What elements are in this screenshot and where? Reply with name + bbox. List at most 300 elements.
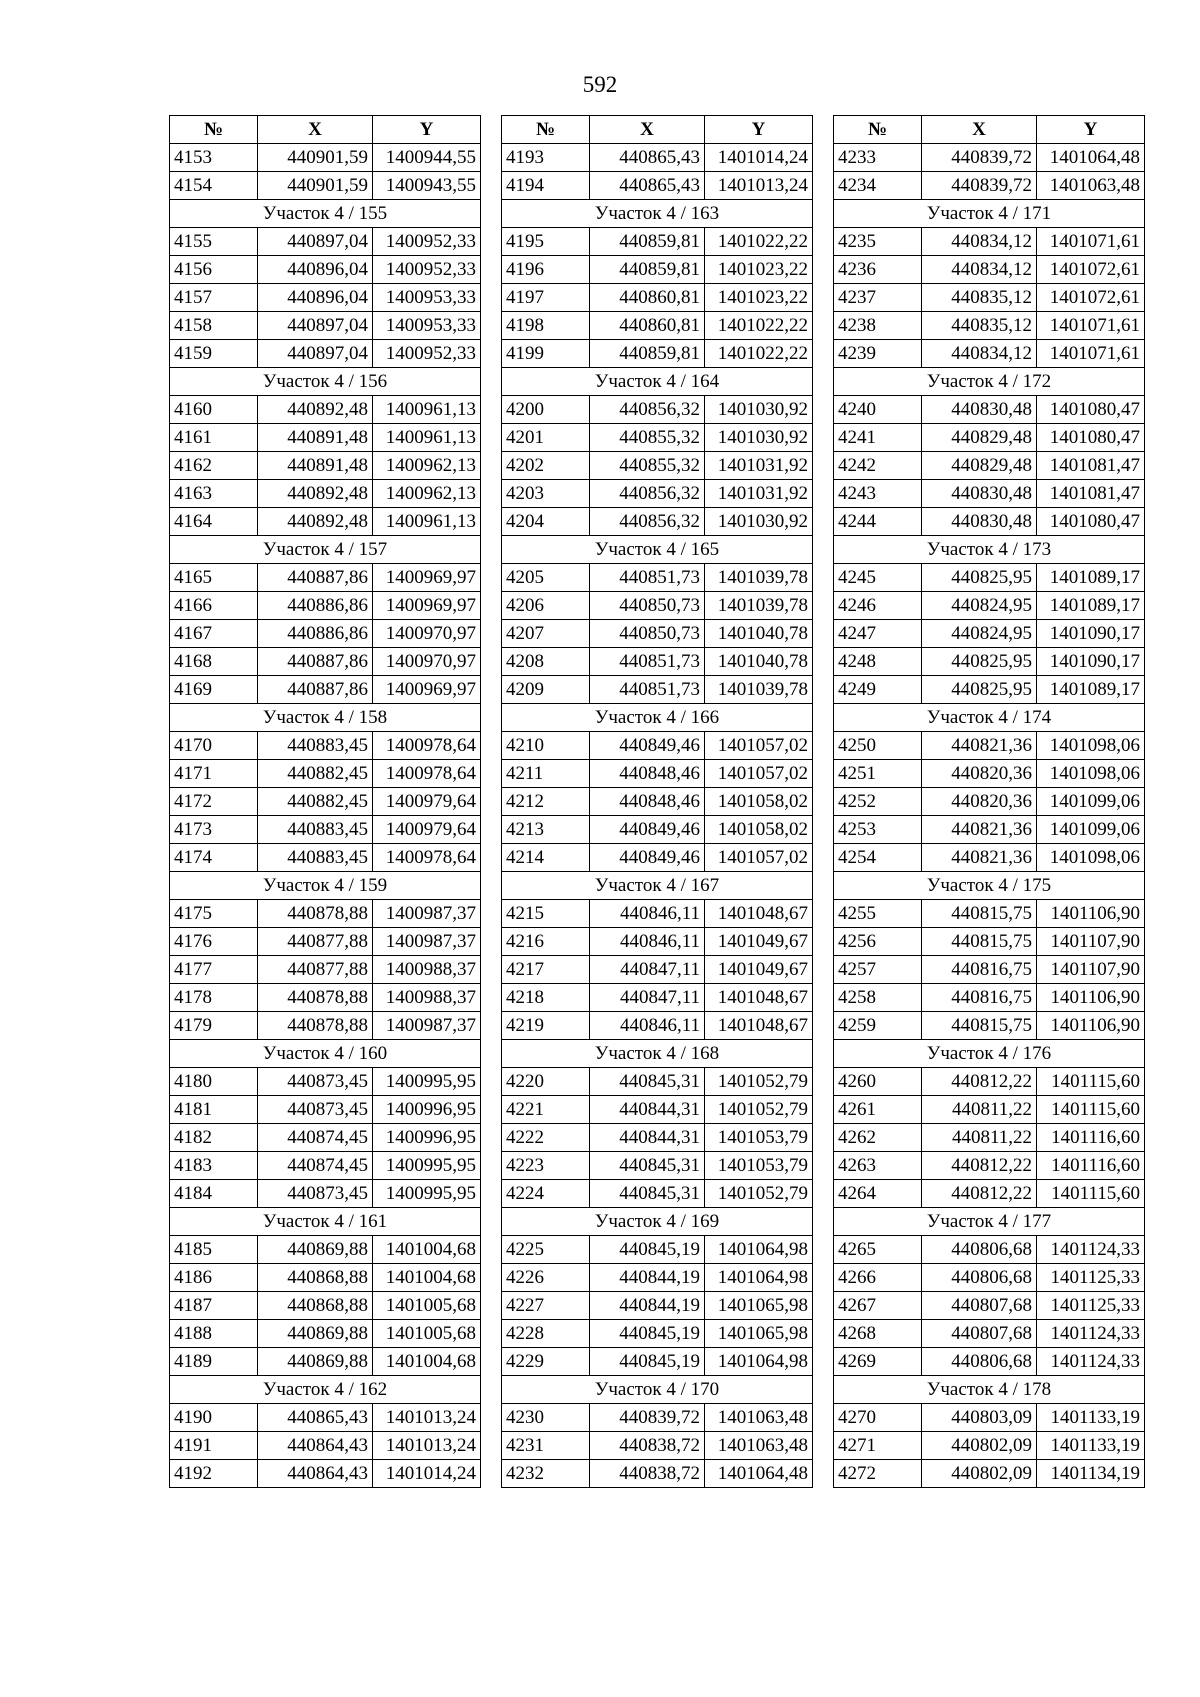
y-coordinate-cell: 1400961,13 bbox=[373, 396, 481, 424]
point-number-cell: 4199 bbox=[502, 340, 590, 368]
section-title: Участок 4 / 156 bbox=[170, 368, 481, 396]
x-coordinate-cell: 440877,88 bbox=[258, 928, 373, 956]
y-coordinate-cell: 1401124,33 bbox=[1037, 1348, 1145, 1376]
point-number-cell: 4244 bbox=[834, 508, 922, 536]
point-number-cell: 4246 bbox=[834, 592, 922, 620]
section-row bbox=[834, 536, 1145, 564]
x-coordinate-cell: 440812,22 bbox=[922, 1068, 1037, 1096]
x-coordinate-cell: 440848,46 bbox=[590, 760, 705, 788]
point-number-cell: 4197 bbox=[502, 284, 590, 312]
x-coordinate-cell: 440824,95 bbox=[922, 592, 1037, 620]
x-coordinate-cell: 440892,48 bbox=[258, 508, 373, 536]
section-row bbox=[502, 1040, 813, 1068]
y-coordinate-cell: 1401053,79 bbox=[705, 1124, 813, 1152]
x-coordinate-cell: 440865,43 bbox=[590, 144, 705, 172]
table-row bbox=[170, 1012, 481, 1040]
table-row bbox=[834, 1404, 1145, 1432]
x-coordinate-cell: 440812,22 bbox=[922, 1152, 1037, 1180]
y-coordinate-cell: 1401064,48 bbox=[705, 1460, 813, 1488]
x-coordinate-cell: 440891,48 bbox=[258, 424, 373, 452]
x-coordinate-cell: 440844,31 bbox=[590, 1124, 705, 1152]
point-number-cell: 4208 bbox=[502, 648, 590, 676]
y-coordinate-cell: 1401106,90 bbox=[1037, 984, 1145, 1012]
point-number-cell: 4189 bbox=[170, 1348, 258, 1376]
point-number-cell: 4220 bbox=[502, 1068, 590, 1096]
point-number-cell: 4247 bbox=[834, 620, 922, 648]
point-number-cell: 4250 bbox=[834, 732, 922, 760]
x-coordinate-cell: 440868,88 bbox=[258, 1264, 373, 1292]
point-number-cell: 4229 bbox=[502, 1348, 590, 1376]
x-coordinate-cell: 440844,19 bbox=[590, 1292, 705, 1320]
y-coordinate-cell: 1400970,97 bbox=[373, 620, 481, 648]
table-row bbox=[502, 508, 813, 536]
y-coordinate-cell: 1400978,64 bbox=[373, 732, 481, 760]
y-coordinate-cell: 1400953,33 bbox=[373, 284, 481, 312]
point-number-cell: 4163 bbox=[170, 480, 258, 508]
y-coordinate-cell: 1401098,06 bbox=[1037, 732, 1145, 760]
table-row bbox=[170, 508, 481, 536]
x-coordinate-cell: 440865,43 bbox=[590, 172, 705, 200]
table-row bbox=[170, 172, 481, 200]
table-row bbox=[502, 1180, 813, 1208]
point-number-cell: 4162 bbox=[170, 452, 258, 480]
point-number-cell: 4268 bbox=[834, 1320, 922, 1348]
point-number-cell: 4184 bbox=[170, 1180, 258, 1208]
point-number-cell: 4225 bbox=[502, 1236, 590, 1264]
x-coordinate-cell: 440868,88 bbox=[258, 1292, 373, 1320]
table-row bbox=[502, 1320, 813, 1348]
table-row bbox=[170, 984, 481, 1012]
x-coordinate-cell: 440883,45 bbox=[258, 844, 373, 872]
x-coordinate-cell: 440802,09 bbox=[922, 1432, 1037, 1460]
x-coordinate-cell: 440882,45 bbox=[258, 788, 373, 816]
table-row bbox=[170, 1460, 481, 1488]
y-coordinate-cell: 1401107,90 bbox=[1037, 928, 1145, 956]
y-coordinate-cell: 1401058,02 bbox=[705, 816, 813, 844]
x-coordinate-cell: 440882,45 bbox=[258, 760, 373, 788]
point-number-cell: 4202 bbox=[502, 452, 590, 480]
y-coordinate-cell: 1401031,92 bbox=[705, 452, 813, 480]
x-coordinate-cell: 440825,95 bbox=[922, 676, 1037, 704]
y-coordinate-cell: 1400987,37 bbox=[373, 928, 481, 956]
point-number-cell: 4252 bbox=[834, 788, 922, 816]
x-coordinate-cell: 440846,11 bbox=[590, 1012, 705, 1040]
y-coordinate-cell: 1401065,98 bbox=[705, 1292, 813, 1320]
point-number-cell: 4272 bbox=[834, 1460, 922, 1488]
table-row bbox=[502, 1432, 813, 1460]
table-row bbox=[834, 1432, 1145, 1460]
x-coordinate-cell: 440887,86 bbox=[258, 564, 373, 592]
table-row bbox=[834, 452, 1145, 480]
header-number: № bbox=[834, 116, 922, 144]
table-row bbox=[502, 480, 813, 508]
point-number-cell: 4172 bbox=[170, 788, 258, 816]
section-title: Участок 4 / 161 bbox=[170, 1208, 481, 1236]
table-row bbox=[834, 900, 1145, 928]
table-row bbox=[170, 788, 481, 816]
table-row bbox=[170, 144, 481, 172]
section-title: Участок 4 / 165 bbox=[502, 536, 813, 564]
table-row bbox=[834, 1012, 1145, 1040]
y-coordinate-cell: 1401089,17 bbox=[1037, 592, 1145, 620]
point-number-cell: 4248 bbox=[834, 648, 922, 676]
y-coordinate-cell: 1401090,17 bbox=[1037, 648, 1145, 676]
table-row bbox=[170, 648, 481, 676]
table-row bbox=[834, 676, 1145, 704]
table-row bbox=[834, 1348, 1145, 1376]
x-coordinate-cell: 440846,11 bbox=[590, 900, 705, 928]
y-coordinate-cell: 1401030,92 bbox=[705, 396, 813, 424]
y-coordinate-cell: 1401039,78 bbox=[705, 592, 813, 620]
section-title: Участок 4 / 162 bbox=[170, 1376, 481, 1404]
y-coordinate-cell: 1401057,02 bbox=[705, 844, 813, 872]
table-row bbox=[502, 228, 813, 256]
y-coordinate-cell: 1401039,78 bbox=[705, 676, 813, 704]
table-row bbox=[502, 1012, 813, 1040]
section-row bbox=[834, 872, 1145, 900]
x-coordinate-cell: 440844,19 bbox=[590, 1264, 705, 1292]
section-row bbox=[502, 1208, 813, 1236]
y-coordinate-cell: 1401089,17 bbox=[1037, 564, 1145, 592]
y-coordinate-cell: 1401065,98 bbox=[705, 1320, 813, 1348]
x-coordinate-cell: 440864,43 bbox=[258, 1460, 373, 1488]
table-row bbox=[834, 312, 1145, 340]
section-row bbox=[170, 1040, 481, 1068]
point-number-cell: 4196 bbox=[502, 256, 590, 284]
y-coordinate-cell: 1401099,06 bbox=[1037, 816, 1145, 844]
point-number-cell: 4181 bbox=[170, 1096, 258, 1124]
y-coordinate-cell: 1400969,97 bbox=[373, 564, 481, 592]
point-number-cell: 4258 bbox=[834, 984, 922, 1012]
table-row bbox=[170, 228, 481, 256]
y-coordinate-cell: 1401064,98 bbox=[705, 1236, 813, 1264]
y-coordinate-cell: 1401133,19 bbox=[1037, 1432, 1145, 1460]
table-row bbox=[170, 340, 481, 368]
table-row bbox=[502, 1152, 813, 1180]
point-number-cell: 4263 bbox=[834, 1152, 922, 1180]
table-row bbox=[834, 928, 1145, 956]
table-row bbox=[834, 256, 1145, 284]
section-title: Участок 4 / 175 bbox=[834, 872, 1145, 900]
table-row bbox=[170, 620, 481, 648]
x-coordinate-cell: 440815,75 bbox=[922, 900, 1037, 928]
y-coordinate-cell: 1400944,55 bbox=[373, 144, 481, 172]
x-coordinate-cell: 440838,72 bbox=[590, 1460, 705, 1488]
table-row bbox=[170, 396, 481, 424]
point-number-cell: 4245 bbox=[834, 564, 922, 592]
x-coordinate-cell: 440860,81 bbox=[590, 284, 705, 312]
x-coordinate-cell: 440851,73 bbox=[590, 676, 705, 704]
table-row bbox=[502, 1292, 813, 1320]
section-title: Участок 4 / 176 bbox=[834, 1040, 1145, 1068]
table-row bbox=[170, 1292, 481, 1320]
y-coordinate-cell: 1401115,60 bbox=[1037, 1068, 1145, 1096]
point-number-cell: 4168 bbox=[170, 648, 258, 676]
x-coordinate-cell: 440887,86 bbox=[258, 648, 373, 676]
y-coordinate-cell: 1401057,02 bbox=[705, 732, 813, 760]
coordinates-table-3 bbox=[833, 115, 1145, 1488]
point-number-cell: 4183 bbox=[170, 1152, 258, 1180]
x-coordinate-cell: 440806,68 bbox=[922, 1264, 1037, 1292]
table-row bbox=[502, 620, 813, 648]
point-number-cell: 4259 bbox=[834, 1012, 922, 1040]
table-row bbox=[834, 620, 1145, 648]
point-number-cell: 4256 bbox=[834, 928, 922, 956]
y-coordinate-cell: 1401013,24 bbox=[373, 1432, 481, 1460]
table-row bbox=[834, 1460, 1145, 1488]
y-coordinate-cell: 1400978,64 bbox=[373, 844, 481, 872]
point-number-cell: 4155 bbox=[170, 228, 258, 256]
y-coordinate-cell: 1401080,47 bbox=[1037, 424, 1145, 452]
x-coordinate-cell: 440883,45 bbox=[258, 732, 373, 760]
y-coordinate-cell: 1401039,78 bbox=[705, 564, 813, 592]
y-coordinate-cell: 1401040,78 bbox=[705, 648, 813, 676]
x-coordinate-cell: 440856,32 bbox=[590, 480, 705, 508]
table-row bbox=[170, 1236, 481, 1264]
point-number-cell: 4260 bbox=[834, 1068, 922, 1096]
x-coordinate-cell: 440807,68 bbox=[922, 1320, 1037, 1348]
x-coordinate-cell: 440839,72 bbox=[922, 172, 1037, 200]
x-coordinate-cell: 440830,48 bbox=[922, 508, 1037, 536]
y-coordinate-cell: 1400961,13 bbox=[373, 424, 481, 452]
y-coordinate-cell: 1401004,68 bbox=[373, 1236, 481, 1264]
table-row bbox=[502, 284, 813, 312]
x-coordinate-cell: 440851,73 bbox=[590, 648, 705, 676]
y-coordinate-cell: 1401116,60 bbox=[1037, 1124, 1145, 1152]
y-coordinate-cell: 1401107,90 bbox=[1037, 956, 1145, 984]
x-coordinate-cell: 440869,88 bbox=[258, 1236, 373, 1264]
x-coordinate-cell: 440897,04 bbox=[258, 312, 373, 340]
y-coordinate-cell: 1400952,33 bbox=[373, 340, 481, 368]
y-coordinate-cell: 1401013,24 bbox=[705, 172, 813, 200]
x-coordinate-cell: 440825,95 bbox=[922, 648, 1037, 676]
table-row bbox=[834, 984, 1145, 1012]
point-number-cell: 4254 bbox=[834, 844, 922, 872]
table-row bbox=[170, 312, 481, 340]
table-row bbox=[502, 984, 813, 1012]
x-coordinate-cell: 440887,86 bbox=[258, 676, 373, 704]
x-coordinate-cell: 440859,81 bbox=[590, 228, 705, 256]
y-coordinate-cell: 1401071,61 bbox=[1037, 340, 1145, 368]
table-row bbox=[834, 508, 1145, 536]
table-row bbox=[834, 1180, 1145, 1208]
x-coordinate-cell: 440864,43 bbox=[258, 1432, 373, 1460]
point-number-cell: 4201 bbox=[502, 424, 590, 452]
table-row bbox=[834, 816, 1145, 844]
point-number-cell: 4160 bbox=[170, 396, 258, 424]
y-coordinate-cell: 1401004,68 bbox=[373, 1348, 481, 1376]
x-coordinate-cell: 440873,45 bbox=[258, 1096, 373, 1124]
point-number-cell: 4224 bbox=[502, 1180, 590, 1208]
x-coordinate-cell: 440830,48 bbox=[922, 396, 1037, 424]
x-coordinate-cell: 440830,48 bbox=[922, 480, 1037, 508]
y-coordinate-cell: 1400995,95 bbox=[373, 1068, 481, 1096]
y-coordinate-cell: 1401063,48 bbox=[705, 1432, 813, 1460]
y-coordinate-cell: 1401125,33 bbox=[1037, 1292, 1145, 1320]
point-number-cell: 4236 bbox=[834, 256, 922, 284]
y-coordinate-cell: 1401030,92 bbox=[705, 424, 813, 452]
point-number-cell: 4188 bbox=[170, 1320, 258, 1348]
y-coordinate-cell: 1401040,78 bbox=[705, 620, 813, 648]
x-coordinate-cell: 440845,31 bbox=[590, 1152, 705, 1180]
table-row bbox=[502, 844, 813, 872]
table-row bbox=[502, 1264, 813, 1292]
section-row bbox=[170, 704, 481, 732]
page-number: 592 bbox=[582, 72, 618, 97]
table-row bbox=[170, 1264, 481, 1292]
y-coordinate-cell: 1401081,47 bbox=[1037, 480, 1145, 508]
y-coordinate-cell: 1401099,06 bbox=[1037, 788, 1145, 816]
x-coordinate-cell: 440897,04 bbox=[258, 228, 373, 256]
section-title: Участок 4 / 167 bbox=[502, 872, 813, 900]
point-number-cell: 4222 bbox=[502, 1124, 590, 1152]
section-title: Участок 4 / 178 bbox=[834, 1376, 1145, 1404]
x-coordinate-cell: 440846,11 bbox=[590, 928, 705, 956]
header-x: X bbox=[258, 116, 373, 144]
y-coordinate-cell: 1400988,37 bbox=[373, 984, 481, 1012]
section-row bbox=[170, 368, 481, 396]
x-coordinate-cell: 440859,81 bbox=[590, 256, 705, 284]
y-coordinate-cell: 1401052,79 bbox=[705, 1180, 813, 1208]
table-row bbox=[502, 312, 813, 340]
point-number-cell: 4232 bbox=[502, 1460, 590, 1488]
x-coordinate-cell: 440855,32 bbox=[590, 424, 705, 452]
table-row bbox=[502, 424, 813, 452]
x-coordinate-cell: 440873,45 bbox=[258, 1068, 373, 1096]
section-row bbox=[170, 872, 481, 900]
x-coordinate-cell: 440845,31 bbox=[590, 1068, 705, 1096]
point-number-cell: 4178 bbox=[170, 984, 258, 1012]
y-coordinate-cell: 1400962,13 bbox=[373, 452, 481, 480]
point-number-cell: 4257 bbox=[834, 956, 922, 984]
x-coordinate-cell: 440835,12 bbox=[922, 312, 1037, 340]
point-number-cell: 4219 bbox=[502, 1012, 590, 1040]
y-coordinate-cell: 1400996,95 bbox=[373, 1124, 481, 1152]
table-row bbox=[170, 1348, 481, 1376]
y-coordinate-cell: 1400978,64 bbox=[373, 760, 481, 788]
table-row bbox=[502, 900, 813, 928]
x-coordinate-cell: 440855,32 bbox=[590, 452, 705, 480]
point-number-cell: 4240 bbox=[834, 396, 922, 424]
table-row bbox=[834, 1292, 1145, 1320]
table-row bbox=[502, 564, 813, 592]
table-row bbox=[170, 760, 481, 788]
point-number-cell: 4177 bbox=[170, 956, 258, 984]
point-number-cell: 4230 bbox=[502, 1404, 590, 1432]
y-coordinate-cell: 1401049,67 bbox=[705, 928, 813, 956]
y-coordinate-cell: 1400995,95 bbox=[373, 1180, 481, 1208]
point-number-cell: 4186 bbox=[170, 1264, 258, 1292]
y-coordinate-cell: 1401048,67 bbox=[705, 1012, 813, 1040]
y-coordinate-cell: 1400970,97 bbox=[373, 648, 481, 676]
section-title: Участок 4 / 170 bbox=[502, 1376, 813, 1404]
table-row bbox=[834, 1264, 1145, 1292]
y-coordinate-cell: 1400952,33 bbox=[373, 228, 481, 256]
table-row bbox=[834, 396, 1145, 424]
x-coordinate-cell: 440874,45 bbox=[258, 1152, 373, 1180]
x-coordinate-cell: 440812,22 bbox=[922, 1180, 1037, 1208]
point-number-cell: 4253 bbox=[834, 816, 922, 844]
point-number-cell: 4161 bbox=[170, 424, 258, 452]
y-coordinate-cell: 1401064,98 bbox=[705, 1264, 813, 1292]
y-coordinate-cell: 1401052,79 bbox=[705, 1068, 813, 1096]
x-coordinate-cell: 440839,72 bbox=[922, 144, 1037, 172]
y-coordinate-cell: 1401048,67 bbox=[705, 984, 813, 1012]
section-title: Участок 4 / 159 bbox=[170, 872, 481, 900]
table-row bbox=[502, 816, 813, 844]
y-coordinate-cell: 1400952,33 bbox=[373, 256, 481, 284]
point-number-cell: 4194 bbox=[502, 172, 590, 200]
y-coordinate-cell: 1401048,67 bbox=[705, 900, 813, 928]
y-coordinate-cell: 1401124,33 bbox=[1037, 1320, 1145, 1348]
coordinates-table-1 bbox=[169, 115, 481, 1488]
table-row bbox=[502, 172, 813, 200]
table-row bbox=[502, 956, 813, 984]
x-coordinate-cell: 440807,68 bbox=[922, 1292, 1037, 1320]
y-coordinate-cell: 1401098,06 bbox=[1037, 844, 1145, 872]
point-number-cell: 4192 bbox=[170, 1460, 258, 1488]
table-row bbox=[834, 284, 1145, 312]
y-coordinate-cell: 1400979,64 bbox=[373, 816, 481, 844]
header-number: № bbox=[170, 116, 258, 144]
table-row bbox=[834, 844, 1145, 872]
table-row bbox=[502, 760, 813, 788]
point-number-cell: 4239 bbox=[834, 340, 922, 368]
section-title: Участок 4 / 160 bbox=[170, 1040, 481, 1068]
y-coordinate-cell: 1400943,55 bbox=[373, 172, 481, 200]
section-row bbox=[502, 704, 813, 732]
table-row bbox=[502, 452, 813, 480]
table-row bbox=[502, 788, 813, 816]
point-number-cell: 4226 bbox=[502, 1264, 590, 1292]
point-number-cell: 4180 bbox=[170, 1068, 258, 1096]
section-title: Участок 4 / 164 bbox=[502, 368, 813, 396]
point-number-cell: 4215 bbox=[502, 900, 590, 928]
x-coordinate-cell: 440849,46 bbox=[590, 816, 705, 844]
table-row bbox=[170, 816, 481, 844]
point-number-cell: 4204 bbox=[502, 508, 590, 536]
section-row bbox=[502, 872, 813, 900]
table-row bbox=[170, 1068, 481, 1096]
point-number-cell: 4218 bbox=[502, 984, 590, 1012]
x-coordinate-cell: 440860,81 bbox=[590, 312, 705, 340]
x-coordinate-cell: 440850,73 bbox=[590, 592, 705, 620]
point-number-cell: 4269 bbox=[834, 1348, 922, 1376]
section-row bbox=[834, 704, 1145, 732]
table-row bbox=[170, 480, 481, 508]
x-coordinate-cell: 440803,09 bbox=[922, 1404, 1037, 1432]
table-row bbox=[834, 340, 1145, 368]
x-coordinate-cell: 440829,48 bbox=[922, 452, 1037, 480]
table-row bbox=[834, 172, 1145, 200]
x-coordinate-cell: 440811,22 bbox=[922, 1124, 1037, 1152]
point-number-cell: 4171 bbox=[170, 760, 258, 788]
point-number-cell: 4166 bbox=[170, 592, 258, 620]
point-number-cell: 4237 bbox=[834, 284, 922, 312]
point-number-cell: 4153 bbox=[170, 144, 258, 172]
point-number-cell: 4265 bbox=[834, 1236, 922, 1264]
point-number-cell: 4261 bbox=[834, 1096, 922, 1124]
point-number-cell: 4198 bbox=[502, 312, 590, 340]
x-coordinate-cell: 440878,88 bbox=[258, 1012, 373, 1040]
x-coordinate-cell: 440829,48 bbox=[922, 424, 1037, 452]
table-row bbox=[834, 1152, 1145, 1180]
x-coordinate-cell: 440811,22 bbox=[922, 1096, 1037, 1124]
x-coordinate-cell: 440806,68 bbox=[922, 1348, 1037, 1376]
point-number-cell: 4228 bbox=[502, 1320, 590, 1348]
table-row bbox=[834, 1124, 1145, 1152]
x-coordinate-cell: 440815,75 bbox=[922, 928, 1037, 956]
